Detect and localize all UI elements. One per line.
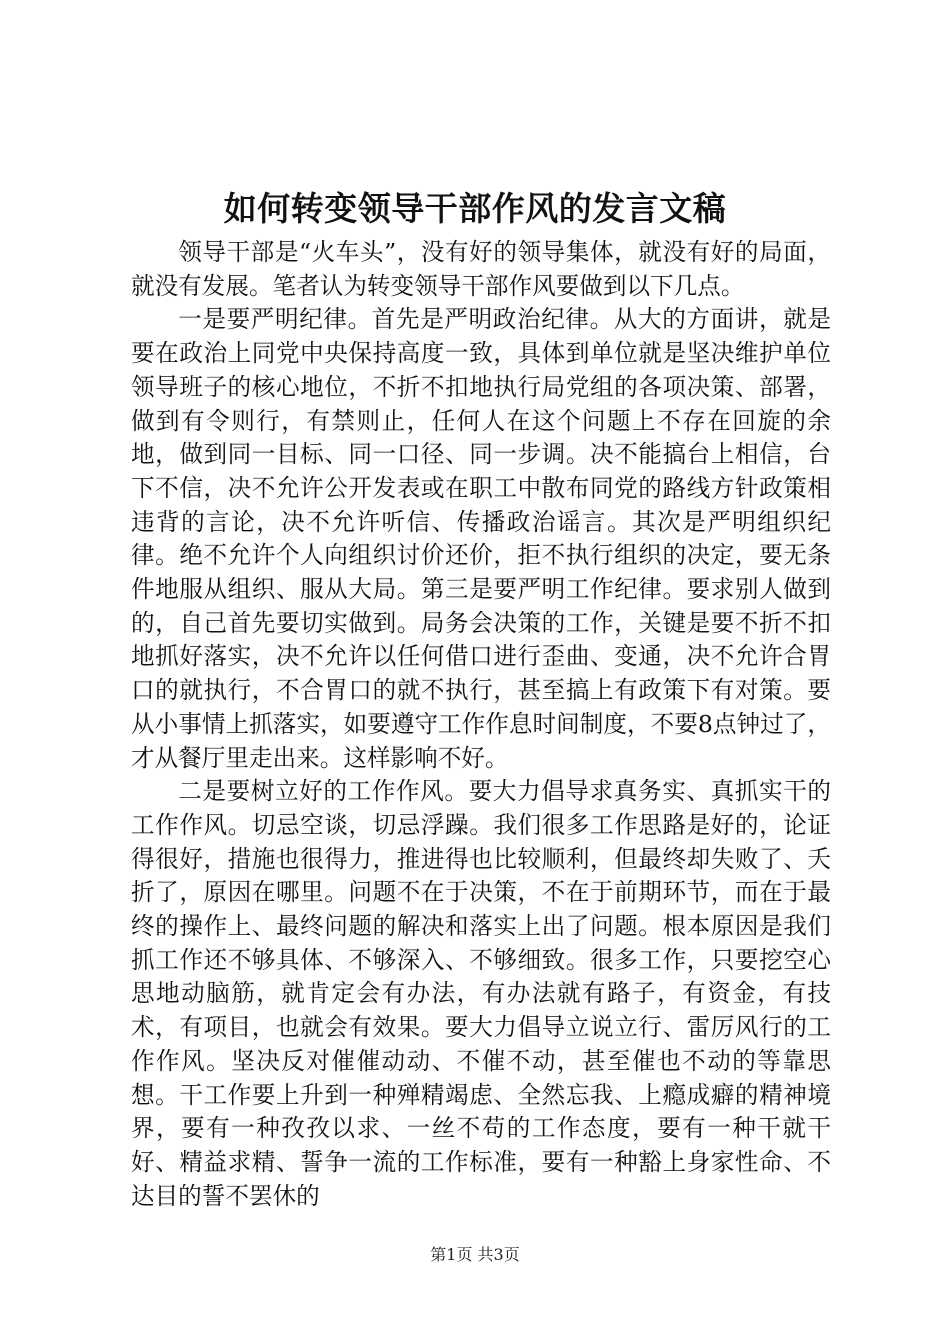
document-title: 如何转变领导干部作风的发言文稿 [223, 189, 727, 228]
paragraph-discipline: 一是要严明纪律。首先是严明政治纪律。从大的方面讲，就是要在政治上同党中央保持高度一致，具体到单位就是坚决维护单位领导班子的核心地位，不折不扣地执行局党组的各项决策、部署，做到有令则行，有禁则止，任何人在这个问题上不存在回旋的余地，做到同一目标、同一口径、同一步调。决不能搞台上相信，台下不信，决不允许公开发表或在职工中散布同党的路线方针政策相违背的言论，决不允许听信、传播政治谣言。其次是严明组织纪律。绝不允许个人向组织讨价还价，拒不执行组织的决定，要无条件地服从组织、服从大局。第三是要严明工作纪律。要求别人做到的，自己首先要切实做到。局务会决策的工作，关键是要不折不扣地抓好落实，决不允许以任何借口进行歪曲、变通，决不允许合胃口的就执行，不合胃口的就不执行，甚至搞上有政策下有对策。要从小事情上抓落实，如要遵守工作作息时间制度，不要8点钟过了，才从餐厅里走出来。这样影响不好。 [131, 305, 831, 772]
paragraph-work-style: 二是要树立好的工作作风。要大力倡导求真务实、真抓实干的工作作风。切忌空谈，切忌浮躁。我们很多工作思路是好的，论证得很好，措施也很得力，推进得也比较顺利，但最终却失败了、夭折了，原因在哪里。问题不在于决策，不在于前期环节，而在于最终的操作上、最终问题的解决和落实上出了问题。根本原因是我们抓工作还不够具体、不够深入、不够细致。很多工作，只要挖空心思地动脑筋，就肯定会有办法，有办法就有路子，有资金，有技术，有项目，也就会有效果。要大力倡导立说立行、雷厉风行的工作作风。坚决反对催催动动、不催不动，甚至催也不动的等靠思想。干工作要上升到一种殚精竭虑、全然忘我、上瘾成癖的精神境界，要有一种孜孜以求、一丝不苟的工作态度，要有一种干就干好、精益求精、誓争一流的工作标准，要有一种豁上身家性命、不达目的誓不罢休的 [131, 777, 831, 1210]
paragraph-intro: 领导干部是“火车头”，没有好的领导集体，就没有好的局面，就没有发展。笔者认为转变领导干部作风要做到以下几点。 [131, 238, 831, 300]
page-number-footer: 第1页 共3页 [430, 1245, 520, 1264]
document-body [131, 236, 831, 1213]
